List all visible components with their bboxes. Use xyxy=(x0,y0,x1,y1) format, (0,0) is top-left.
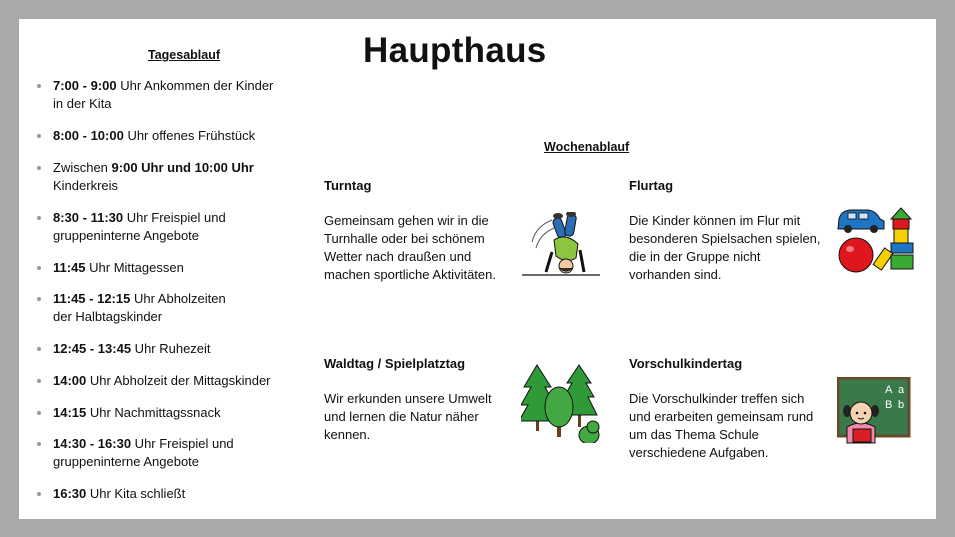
slide xyxy=(19,19,936,519)
schedule-item: 12:45 - 13:45 Uhr Ruhezeit xyxy=(34,340,211,358)
page-title: Haupthaus xyxy=(363,31,547,70)
blackboard-letter: b xyxy=(898,399,905,411)
toys-icon xyxy=(836,207,918,275)
schedule-item: 11:45 Uhr Mittagessen xyxy=(34,259,184,277)
activity-title-vorschulkindertag: Vorschulkindertag xyxy=(629,356,743,371)
schedule-item: 14:30 - 16:30 Uhr Freispiel und gruppeninterne Angebote xyxy=(34,435,234,471)
schedule-item: 11:45 - 12:15 Uhr Abholzeiten der Halbtagskinder xyxy=(34,290,226,326)
activity-desc-vorschulkindertag: Die Vorschulkinder treffen sich und erarbeiten gemeinsam rund um das Thema Schule verschiedene Aufgaben. xyxy=(629,391,814,460)
schedule-item: 7:00 - 9:00 Uhr Ankommen der Kinder in der Kita xyxy=(34,77,273,113)
schedule-item: Zwischen 9:00 Uhr und 10:00 Uhr Kinderkreis xyxy=(34,159,254,195)
blackboard-letter: A xyxy=(885,384,893,396)
activity-desc-turntag: Gemeinsam gehen wir in die Turnhalle oder bei schönem Wetter nach draußen und machen sportliche Aktivitäten. xyxy=(324,213,496,282)
weekly-schedule-heading: Wochenablauf xyxy=(544,140,630,154)
school-child-icon xyxy=(837,377,911,445)
schedule-item: 8:30 - 11:30 Uhr Freispiel und gruppeninterne Angebote xyxy=(34,209,226,245)
blackboard-letter: a xyxy=(898,384,905,396)
activity-title-flurtag: Flurtag xyxy=(629,178,674,193)
activity-title-waldtag: Waldtag / Spielplatztag xyxy=(324,356,466,371)
activity-desc-flurtag: Die Kinder können im Flur mit besonderen Spielsachen spielen, die in der Gruppe nicht vorhanden sind. xyxy=(629,213,821,282)
daily-schedule-heading: Tagesablauf xyxy=(148,48,221,62)
schedule-item: 8:00 - 10:00 Uhr offenes Frühstück xyxy=(34,127,255,145)
forest-icon xyxy=(521,363,601,443)
activity-desc-waldtag: Wir erkunden unsere Umwelt und lernen die Natur näher kennen. xyxy=(324,391,492,442)
gymnastics-icon xyxy=(522,212,602,278)
activity-title-turntag: Turntag xyxy=(324,178,372,193)
schedule-item: 14:00 Uhr Abholzeit der Mittagskinder xyxy=(34,372,271,390)
schedule-item: 16:30 Uhr Kita schließt xyxy=(34,485,185,503)
schedule-item: 14:15 Uhr Nachmittagssnack xyxy=(34,404,221,422)
blackboard-letter: B xyxy=(885,399,893,411)
